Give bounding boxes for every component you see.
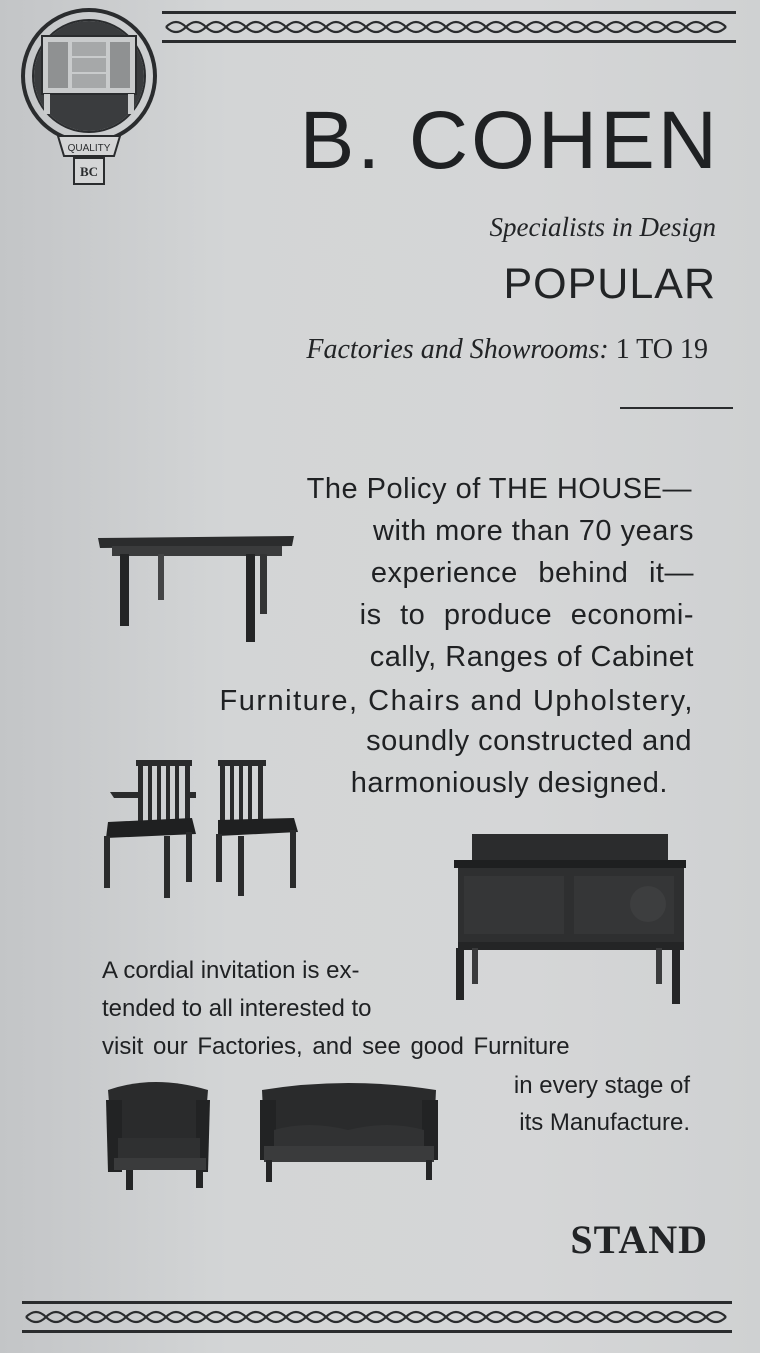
policy-line-3: experience behind it—	[370, 557, 694, 589]
settee-illustration	[258, 1080, 440, 1186]
svg-text:QUALITY: QUALITY	[67, 143, 111, 154]
top-ornamental-border	[162, 10, 736, 44]
armchair-illustration	[104, 1080, 214, 1192]
factories-number: 1 TO 19	[615, 334, 708, 365]
svg-text:BC: BC	[79, 164, 99, 179]
invite-line-5: its Manufacture.	[519, 1109, 690, 1136]
table-illustration	[96, 528, 296, 646]
policy-line-8: harmoniously designed.	[350, 767, 668, 799]
policy-line-6: Furniture, Chairs and Upholstery,	[219, 685, 694, 717]
chairs-illustration	[100, 756, 300, 900]
invite-line-1: A cordial invitation is ex-	[102, 957, 360, 984]
sideboard-illustration	[452, 832, 688, 1008]
company-name: B. COHEN	[299, 95, 720, 186]
policy-line-2: with more than 70 years	[373, 515, 694, 547]
policy-line-7: soundly constructed and	[366, 725, 692, 757]
tagline: Specialists in Design	[489, 212, 716, 242]
stand-label: STAND	[570, 1217, 708, 1262]
divider-rule	[620, 407, 733, 409]
bottom-ornamental-border	[22, 1300, 732, 1334]
factories-label: Factories and Showrooms:	[306, 334, 609, 365]
invite-line-2: tended to all interested to	[102, 995, 372, 1022]
quality-emblem-logo	[18, 6, 160, 188]
headline-popular: POPULAR	[503, 260, 716, 308]
factories-line	[306, 334, 708, 366]
policy-line-1: The Policy of THE HOUSE—	[306, 473, 692, 505]
policy-line-5: cally, Ranges of Cabinet	[369, 641, 694, 673]
invite-line-4: in every stage of	[513, 1072, 690, 1099]
policy-line-4: is to produce economi-	[359, 599, 694, 631]
invite-line-3: visit our Factories, and see good Furniture	[102, 1033, 570, 1060]
